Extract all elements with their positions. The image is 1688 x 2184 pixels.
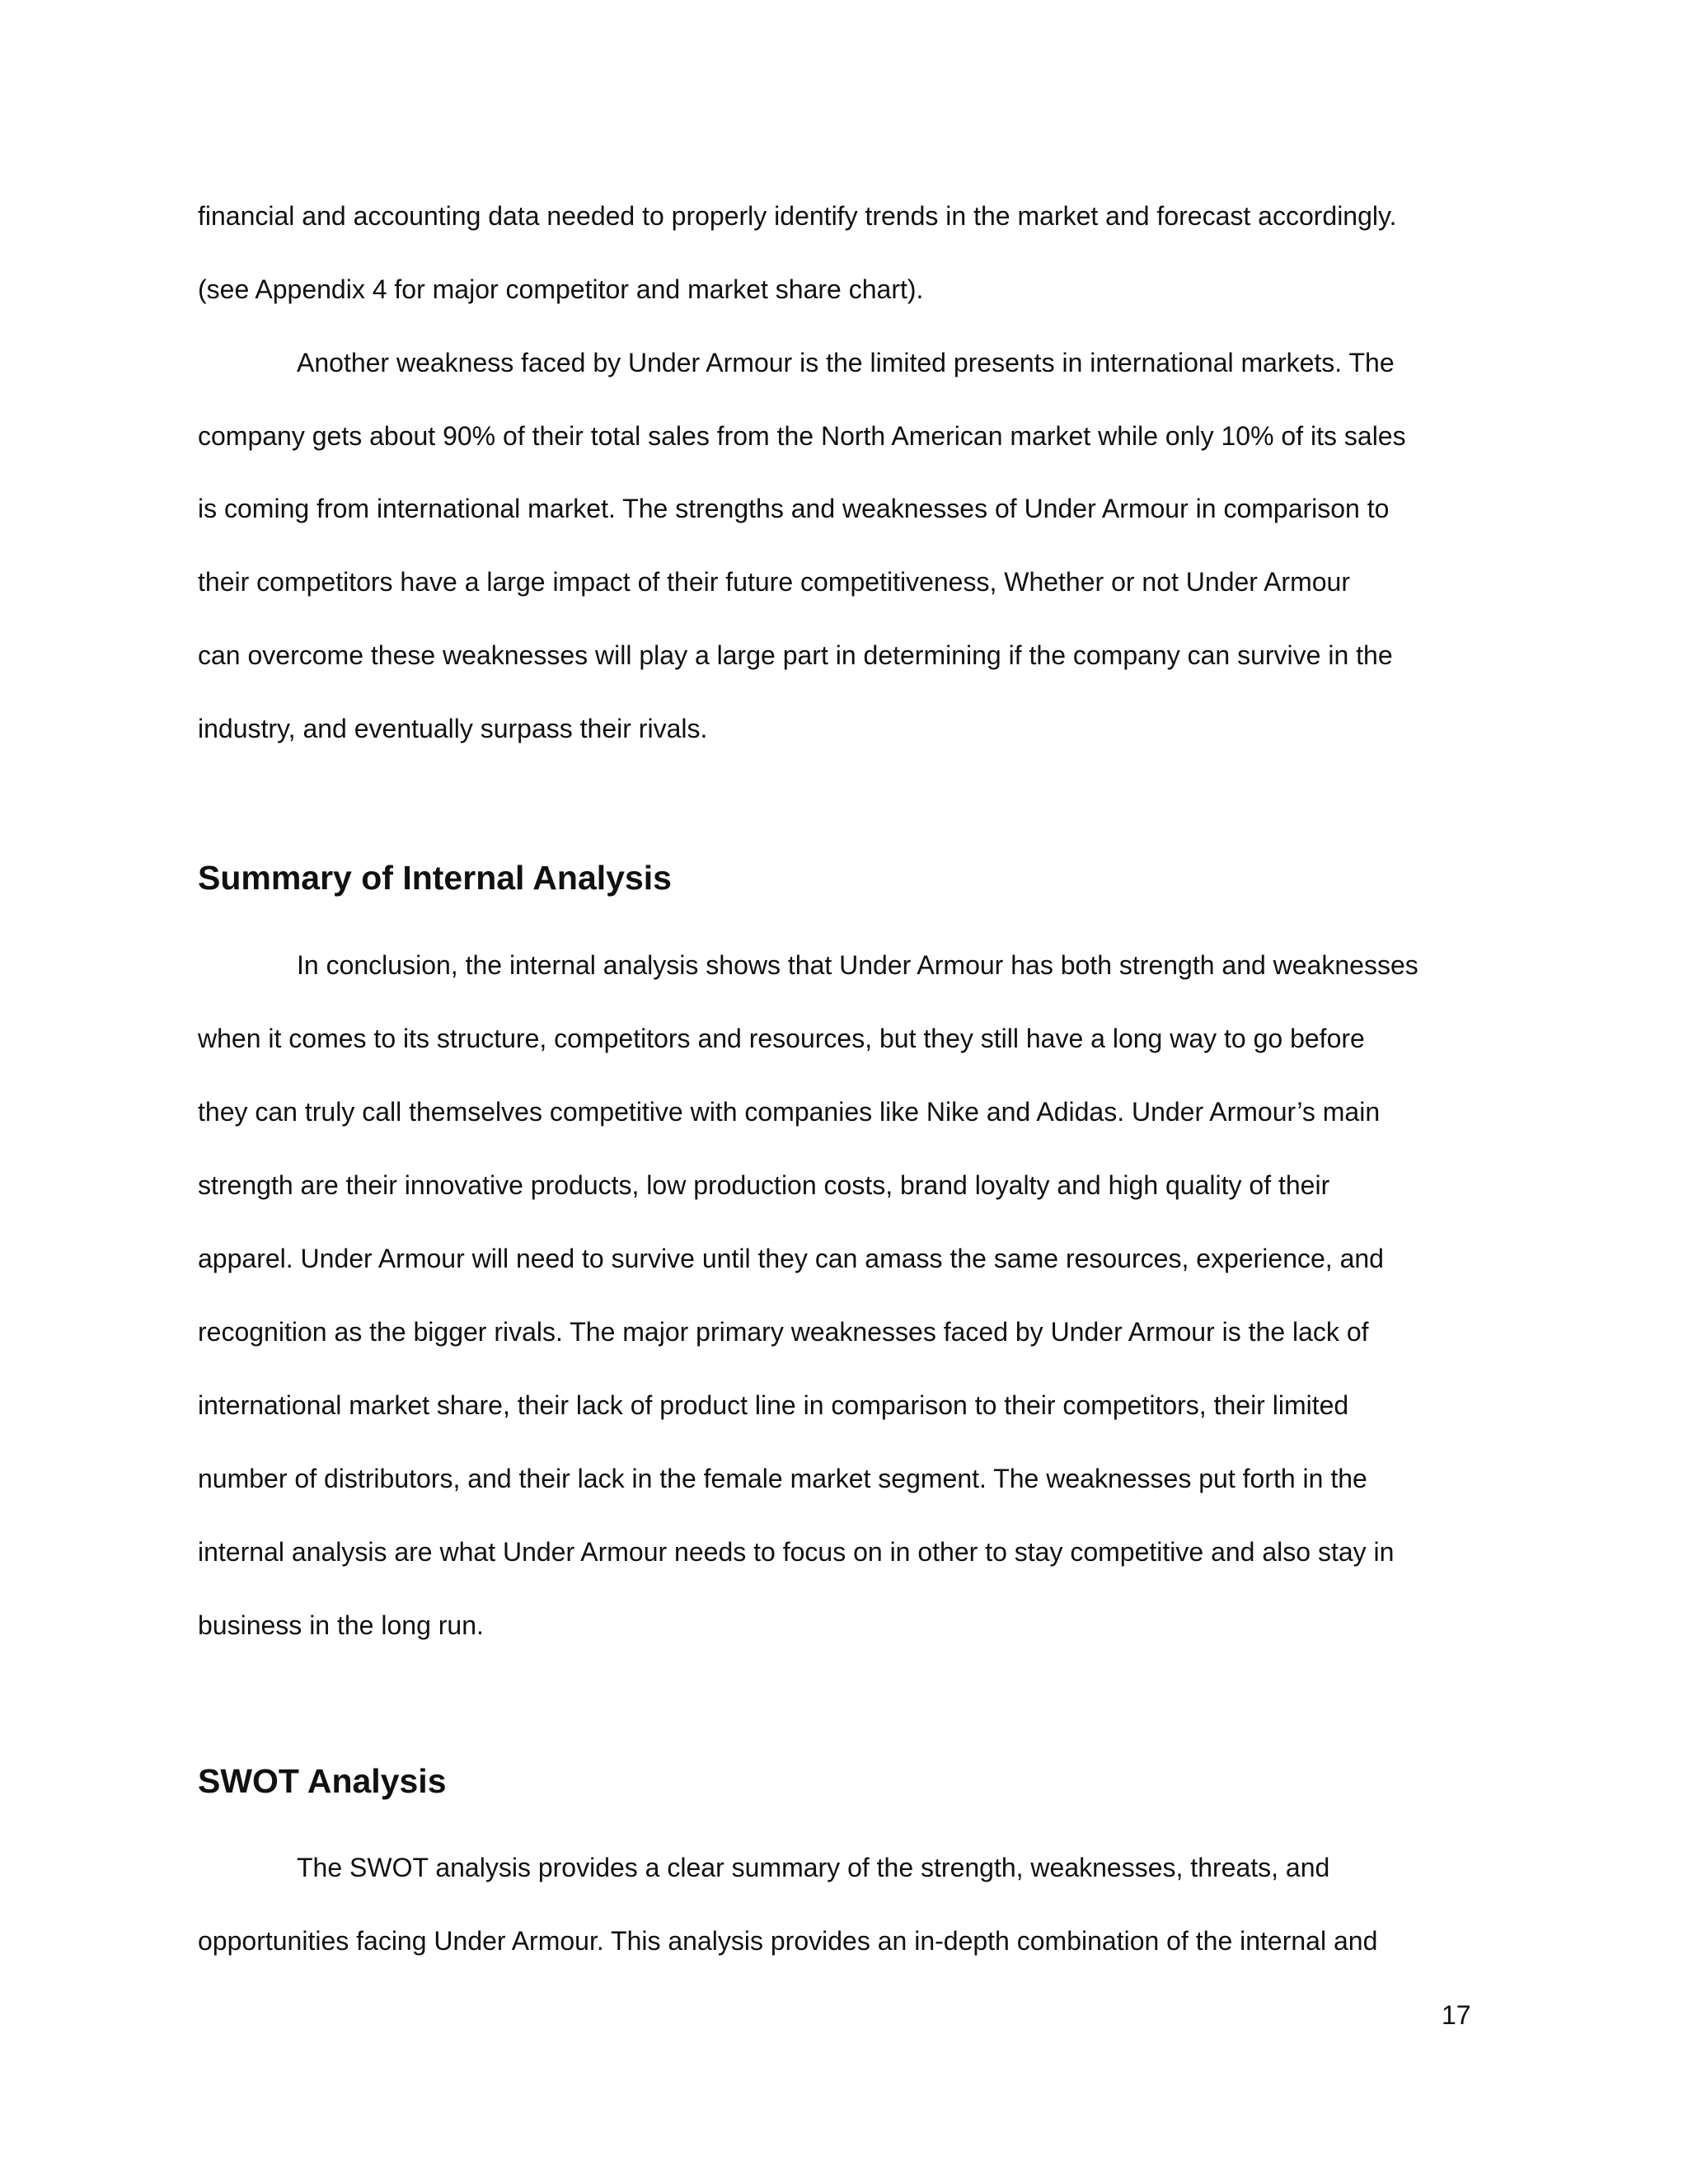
paragraph-line: business in the long run. [198,1610,484,1640]
paragraph-line: can overcome these weaknesses will play a large part in determining if the company can survive in the [198,640,1393,670]
paragraph-line: strength are their innovative products, low production costs, brand loyalty and high quality of their [198,1170,1330,1200]
paragraph-line: industry, and eventually surpass their rivals. [198,714,708,743]
paragraph-line: Another weakness faced by Under Armour is the limited presents in international markets. The [297,348,1395,377]
paragraph-line: company gets about 90% of their total sales from the North American market while only 10% of its sales [198,421,1406,451]
section-heading-swot: SWOT Analysis [198,1762,447,1800]
paragraph-line: financial and accounting data needed to properly identify trends in the market and forecast accordingly. [198,201,1397,231]
paragraph-line: internal analysis are what Under Armour needs to focus on in other to stay competitive and also stay in [198,1537,1395,1567]
paragraph-line: number of distributors, and their lack in the female market segment. The weaknesses put forth in the [198,1464,1367,1493]
paragraph-line: (see Appendix 4 for major competitor and market share chart). [198,274,924,304]
paragraph-line: recognition as the bigger rivals. The major primary weaknesses faced by Under Armour is the lack of [198,1317,1369,1347]
paragraph-line: when it comes to its structure, competitors and resources, but they still have a long way to go before [198,1024,1365,1053]
paragraph-line: they can truly call themselves competitive with companies like Nike and Adidas. Under Armour’s main [198,1097,1381,1127]
paragraph-line: The SWOT analysis provides a clear summary of the strength, weaknesses, threats, and [297,1853,1330,1882]
paragraph-line: In conclusion, the internal analysis shows that Under Armour has both strength and weaknesses [297,950,1418,980]
page-number: 17 [1442,2000,1471,2030]
paragraph-line: is coming from international market. The strengths and weaknesses of Under Armour in comparison to [198,494,1390,523]
paragraph-line: apparel. Under Armour will need to survive until they can amass the same resources, experience, and [198,1244,1384,1273]
paragraph-line: their competitors have a large impact of their future competitiveness, Whether or not Under Armour [198,567,1350,597]
paragraph-line: international market share, their lack of product line in comparison to their competitors, their limited [198,1390,1349,1420]
paragraph-line: opportunities facing Under Armour. This analysis provides an in-depth combination of the internal and [198,1926,1378,1956]
section-heading-summary: Summary of Internal Analysis [198,859,672,897]
